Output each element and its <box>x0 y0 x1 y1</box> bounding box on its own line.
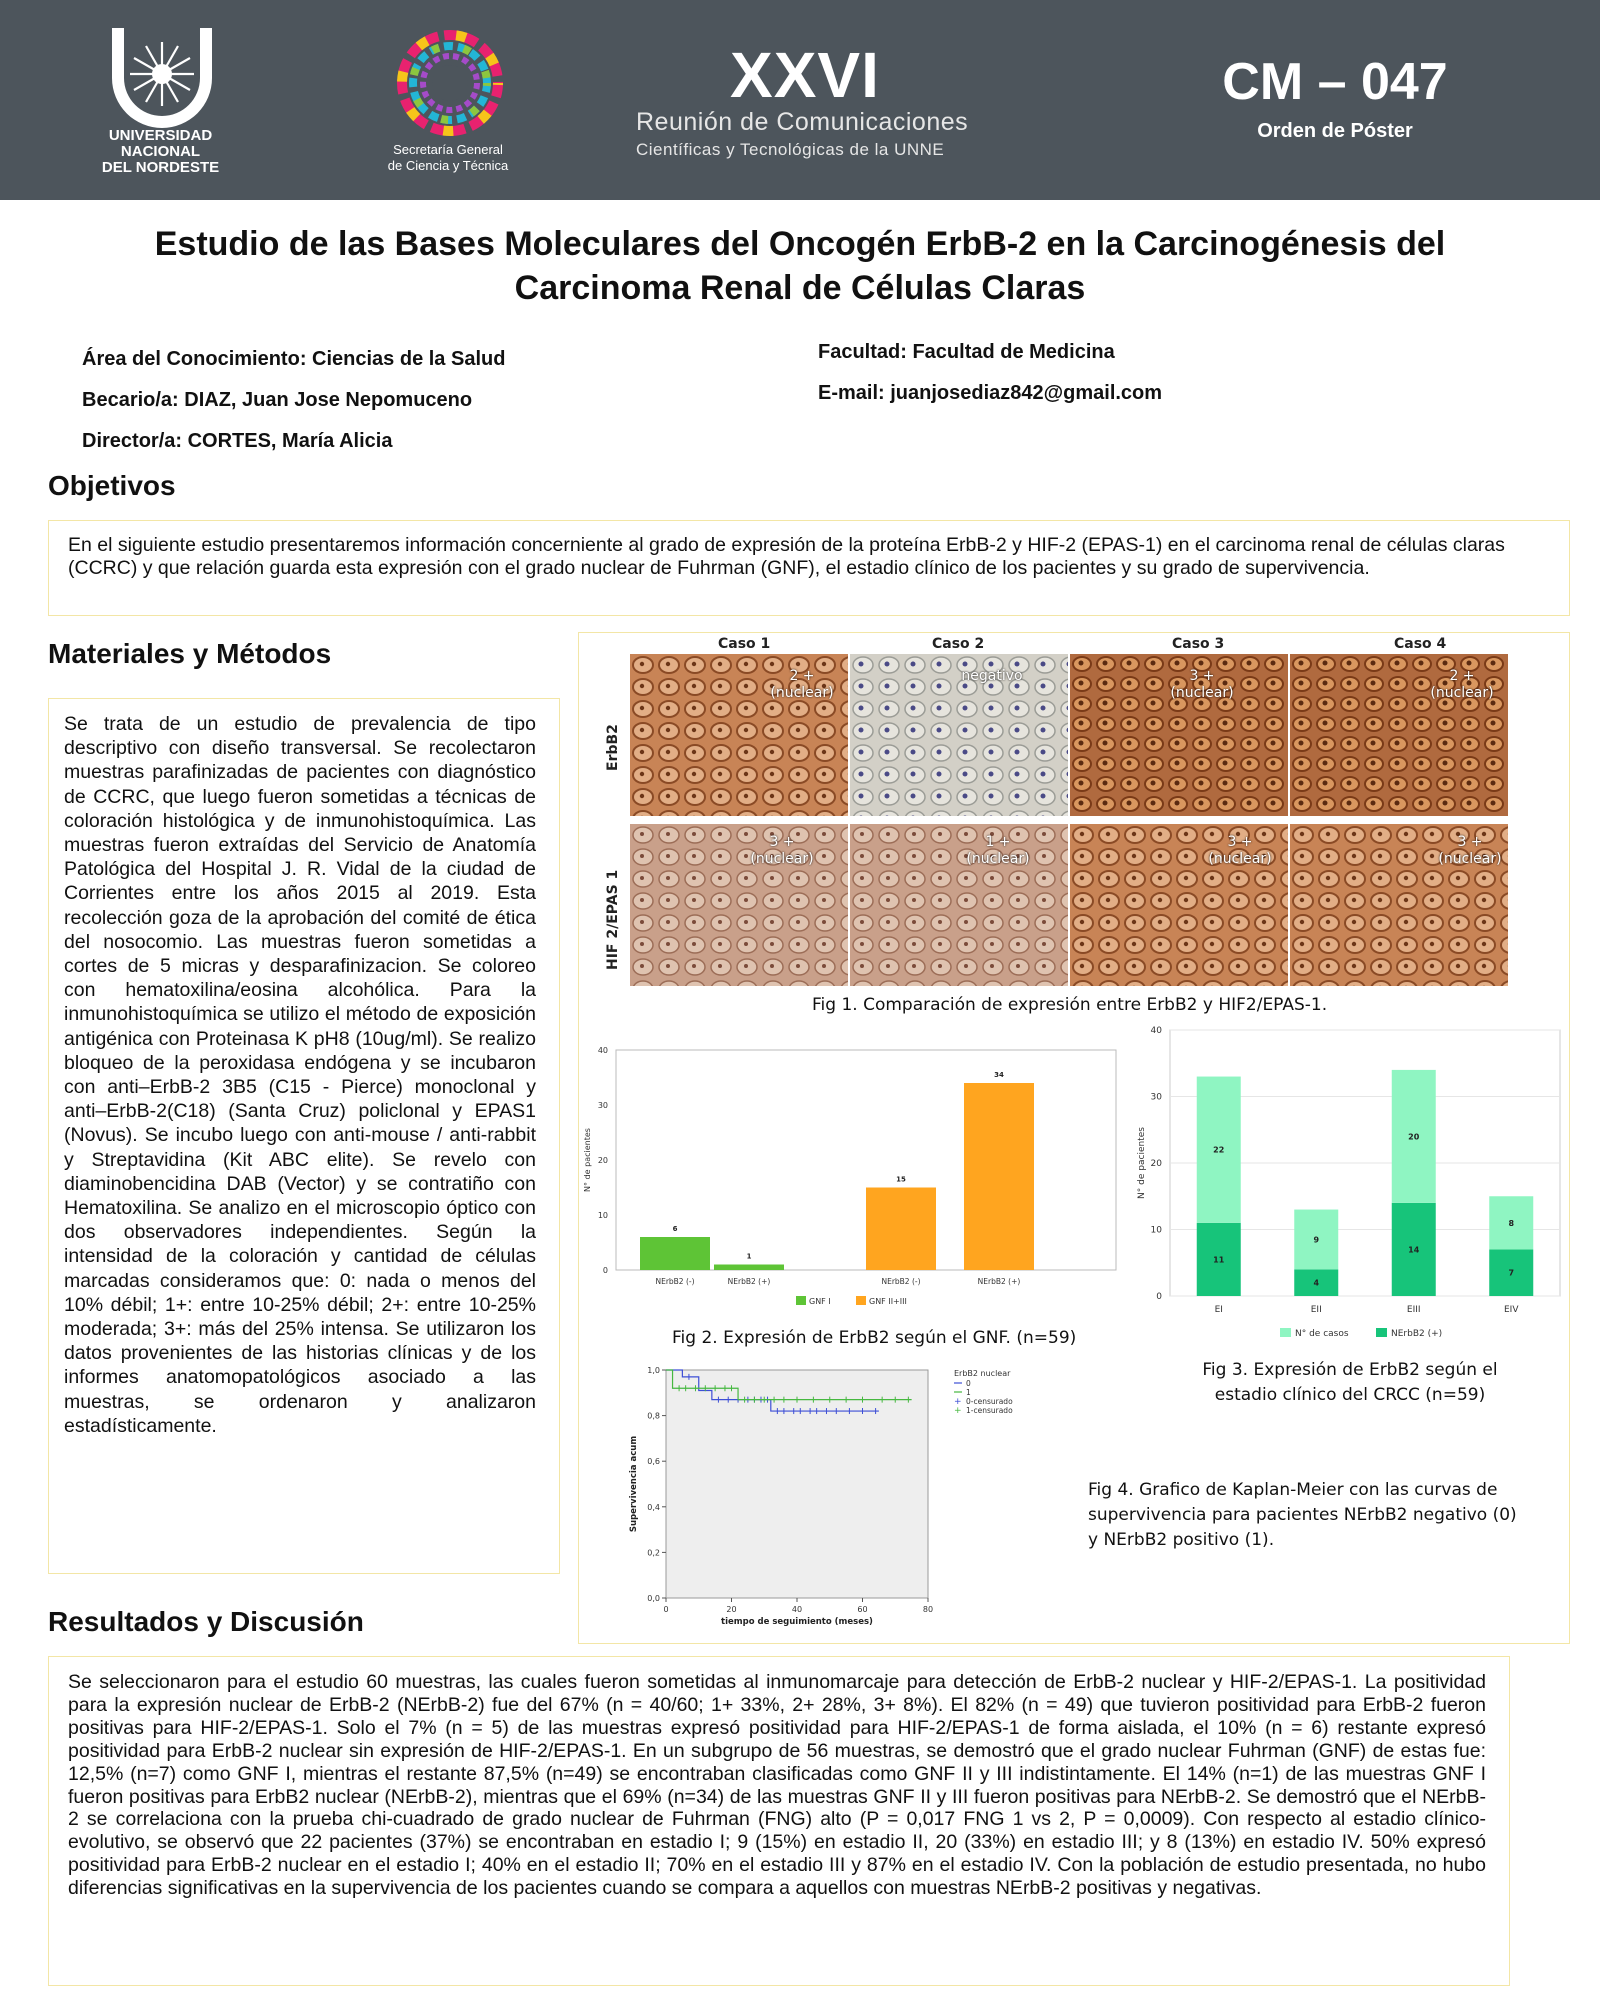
legend-label: GNF I <box>809 1297 831 1306</box>
meta-email: E-mail: juanjosediaz842@gmail.com <box>818 382 1163 404</box>
meta-becario: Becario/a: DIAZ, Juan Jose Nepomuceno <box>82 389 473 411</box>
y-axis-label: N° de pacientes <box>583 1128 592 1192</box>
x-tick-label: EI <box>1214 1305 1223 1315</box>
x-tick-label: 80 <box>922 1605 934 1614</box>
bar-value-label: 22 <box>1213 1145 1225 1155</box>
meta-director: Director/a: CORTES, María Alicia <box>82 430 393 452</box>
mm-text: Se trata de un estudio de prevalencia de tipo descriptivo con diseño transversal. Se recolectaron muestras parafinizadas de pacientes con diagnóstico de CCRC, que luego fueron sometidas a técnicas de coloración histológica y de inmunohistoquímica. Las muestras fueron extraídas del Servicio de Anatomía Patológica del Hospital J. R. Vidal de la ciudad de Corrientes entre los años 2015 al 2019. Esta recolección goza de la aprobación del comité de ética del nosocomio. Las muestras fueron sometidas a cortes de 5 micras y desparafinizacion. Se coloreo con hematoxilina/eosina alcohólica. Para la inmunohistoquímica se utilizo el método de exposición antigénica con Proteinasa K pH8 (10ug/ml). Se realizo bloqueo de la peroxidasa endógena y se incubaron con anti–ErbB-2 3B5 (C15 - Pierce) monoclonal y anti–ErbB-2(C18) (Santa Cruz) policlonal y EPAS1 (Novus). Se incubo luego con anti-mouse / anti-rabbit y Streptavidina (Kit ABC elite). Se revelo con diaminobencidina DAB (Vector) y se contratiño con Hematoxilina. Se analizo en el microscopio óptico con dos observadores independientes. Según la intensidad de la coloración y cantidad de células marcadas consideramos que: 0: nada o menos del 10% débil; 1+: entre 10-25% débil; 2+: entre 10-25% moderada; 3+: más del 25% intensa. Se utilizaron los datos provenientes de las historias clínicas y de los informes anatomopatológicos asociado a las muestras, se ordenaron y analizaron estadísticamente. <box>64 713 536 1437</box>
resultados-text: Se seleccionaron para el estudio 60 muestras, las cuales fueron sometidas al inmunomarcaje para detección de ErbB-2 nuclear y HIF-2/EPAS-1. La positividad para la expresión nuclear de ErbB-2 (NErbB-2) fue del 67% (n = 40/60; 1+ 33%, 2+ 28%, 3+ 8%). El 82% (n = 49) que tuvieron positividad para ErbB-2 fueron positivas para HIF-2/EPAS-1. Solo el 7% (n = 5) de las muestras expresó positividad para HIF-2/EPAS-1 de forma aislada, el 10% (n = 6) restante expresó positividad para ErbB-2 nuclear sin expresión de HIF-2/EPAS-1. En un subgrupo de 56 muestras, se demostró que el grado nuclear Fuhrman (GNF) de estas fue: 12,5% (n=7) como GNF I, mientras el restante 87,5% (n=49) se encontraban clasificadas como GNF II y III indistintamente. El 14% (n=1) de las muestras GNF I fueron positivas para ErbB2 nuclear (NErbB-2), mientras que el 69% (n=34) de las muestras GNF II y III fueron positivas para NErbB-2. Se demostró que el NErbB-2 se correlaciona con la prueba chi-cuadrado de grado nuclear de Fuhrman (FNG) alto (P = 0,017 FNG 1 vs 2, P = 0,0009). Con respecto al estadio clínico-evolutivo, se observó que 22 pacientes (37%) se encontraban en estadio I; 9 (15%) en estadio II, 20 (33%) en estadio III; y 8 (13%) en estadio IV. 50% expresó positividad para ErbB-2 nuclear en el estadio I; 40% en el estadio II; 70% en el estadio III y 87% en el estadio IV. Con la población de estudio presentada, no hubo diferencias significativas en la supervivencia de los pacientes cuando se compara a aquellos con muestras NErbB-2 positivas y negativas. <box>68 1671 1486 1900</box>
figure3-caption: Fig 3. Expresión de ErbB2 según el estadio clínico del CRCC (n=59) <box>1202 1360 1498 1405</box>
legend-label: 0 <box>966 1379 971 1388</box>
mm-heading: Materiales y Métodos <box>48 638 332 669</box>
bar <box>714 1265 784 1271</box>
secretaria-logo-icon <box>395 28 505 138</box>
y-axis-label: N° de pacientes <box>1137 1127 1147 1199</box>
figure3-chart <box>1130 1018 1570 1358</box>
micrograph-label: 2 + (nuclear) <box>770 668 834 701</box>
micrograph-erbb2-caso1 <box>630 654 848 816</box>
legend-label: 1 <box>966 1388 971 1397</box>
figure2-caption: Fig 2. Expresión de ErbB2 según el GNF. (n=59) <box>672 1328 1077 1348</box>
micrograph-label: 3 + (nuclear) <box>750 834 814 867</box>
case-label-4: Caso 4 <box>1394 636 1447 652</box>
bar-value-label: 11 <box>1213 1255 1225 1265</box>
y-tick-label: 0 <box>602 1266 608 1275</box>
bar-value-label: 15 <box>896 1175 906 1184</box>
legend-swatch <box>1376 1328 1387 1337</box>
micrograph-label: 1 + (nuclear) <box>966 834 1030 867</box>
legend-label: N° de casos <box>1295 1329 1349 1339</box>
event-name: Reunión de Comunicaciones <box>636 108 969 136</box>
y-tick-label: 40 <box>597 1046 608 1055</box>
legend-marker: + <box>954 1406 962 1416</box>
row-label-erbb2: ErbB2 <box>605 724 621 771</box>
bar-value-label: 34 <box>994 1071 1004 1079</box>
poster-title: Estudio de las Bases Moleculares del Oncogén ErbB-2 en la Carcinogénesis del Carcinoma Renal de Células Claras <box>154 225 1446 307</box>
edition-number: XXVI <box>730 39 880 111</box>
legend-title: ErbB2 nuclear <box>954 1369 1011 1378</box>
x-tick-label: NErbB2 (-) <box>881 1277 921 1286</box>
poster-header <box>0 0 1600 200</box>
legend-swatch <box>1280 1328 1291 1337</box>
bar-value-label: 8 <box>1508 1218 1515 1228</box>
legend-label: GNF II+III <box>869 1297 907 1306</box>
micrograph-erbb2-caso2 <box>850 654 1068 816</box>
figure4-chart <box>616 1360 1076 1640</box>
legend-label: 1-censurado <box>966 1406 1013 1415</box>
y-tick-label: 0,8 <box>647 1411 660 1421</box>
objetivos-text: En el siguiente estudio presentaremos información concerniente al grado de expresión de la proteína ErbB-2 y HIF-2 (EPAS-1) en el carcinoma renal de células claras (CCRC) y que relación guarda esta expresión con el grado nuclear de Fuhrman (GNF), el estadio clínico de los pacientes y su grado de supervivencia. <box>68 534 1505 579</box>
y-tick-label: 0,0 <box>647 1594 660 1603</box>
y-tick-label: 0 <box>1156 1292 1162 1302</box>
poster-code: CM – 047 <box>1222 53 1448 111</box>
micrograph-hif2-caso3 <box>1070 824 1288 986</box>
figure1-caption: Fig 1. Comparación de expresión entre ErbB2 y HIF2/EPAS-1. <box>812 995 1328 1015</box>
bar-value-label: 6 <box>672 1225 678 1233</box>
unne-logo-icon <box>92 28 232 128</box>
bar-value-label: 9 <box>1313 1235 1320 1245</box>
legend-swatch <box>796 1296 806 1305</box>
row-label-hif2: HIF 2/EPAS 1 <box>605 869 621 970</box>
y-tick-label: 1,0 <box>647 1366 660 1375</box>
x-tick-label: 20 <box>726 1605 737 1614</box>
micrograph-label: 3 + (nuclear) <box>1170 668 1234 701</box>
bar <box>640 1237 710 1270</box>
x-tick-label: EIV <box>1504 1305 1519 1315</box>
y-axis-label: Supervivencia acum <box>629 1435 639 1533</box>
secretaria-name: Secretaría General de Ciencia y Técnica <box>387 142 509 173</box>
y-tick-label: 0,2 <box>647 1548 660 1558</box>
x-tick-label: NErbB2 (-) <box>655 1277 695 1286</box>
x-tick-label: 60 <box>857 1605 868 1614</box>
bar-value-label: 1 <box>746 1252 752 1261</box>
legend-label: NErbB2 (+) <box>1391 1329 1443 1339</box>
y-tick-label: 30 <box>597 1101 608 1110</box>
figure4-caption: Fig 4. Grafico de Kaplan-Meier con las curvas de supervivencia para pacientes NErbB2 negativo (0) y NErbB2 positivo (1). <box>1088 1480 1517 1550</box>
objetivos-heading: Objetivos <box>48 470 176 501</box>
legend-marker: + <box>954 1397 962 1407</box>
y-tick-label: 10 <box>597 1211 608 1220</box>
x-tick-label: 40 <box>791 1605 803 1614</box>
meta-area: Área del Conocimiento: Ciencias de la Salud <box>82 348 506 370</box>
micrograph-label: negativo <box>961 668 1023 684</box>
plot-area <box>666 1370 928 1598</box>
x-tick-label: EIII <box>1406 1305 1421 1315</box>
figure1-micrographs <box>630 654 1510 988</box>
micrograph-erbb2-caso3 <box>1070 654 1288 816</box>
bar-value-label: 14 <box>1408 1245 1420 1255</box>
x-tick-label: 0 <box>663 1605 669 1614</box>
bar-value-label: 4 <box>1313 1278 1320 1288</box>
resultados-heading: Resultados y Discusión <box>48 1606 364 1637</box>
legend-label: 0-censurado <box>966 1397 1013 1406</box>
case-label-2: Caso 2 <box>932 636 985 652</box>
micrograph-label: 3 + (nuclear) <box>1208 834 1272 867</box>
poster-code-subtitle: Orden de Póster <box>1257 120 1413 142</box>
figure2-chart <box>578 1040 1126 1310</box>
micrograph-erbb2-caso4 <box>1290 654 1508 816</box>
bar <box>866 1188 936 1271</box>
bar <box>964 1083 1034 1270</box>
case-label-3: Caso 3 <box>1172 636 1225 652</box>
legend-swatch <box>856 1296 866 1305</box>
y-tick-label: 10 <box>1150 1225 1162 1236</box>
micrograph-hif2-caso1 <box>630 824 848 986</box>
x-axis-label: tiempo de seguimiento (meses) <box>721 1617 873 1627</box>
micrograph-hif2-caso2 <box>850 824 1068 986</box>
micrograph-hif2-caso4 <box>1290 824 1508 986</box>
y-tick-label: 0,6 <box>647 1457 660 1467</box>
university-name: UNIVERSIDAD NACIONAL DEL NORDESTE <box>101 127 220 176</box>
y-tick-label: 40 <box>1150 1026 1162 1036</box>
micrograph-label: 2 + (nuclear) <box>1430 668 1494 701</box>
event-subtitle: Científicas y Tecnológicas de la UNNE <box>636 140 945 159</box>
x-tick-label: EII <box>1310 1305 1322 1315</box>
bar-value-label: 7 <box>1508 1268 1515 1278</box>
bar-value-label: 20 <box>1408 1132 1420 1142</box>
y-tick-label: 30 <box>1150 1092 1162 1103</box>
y-tick-label: 20 <box>597 1156 608 1165</box>
meta-facultad: Facultad: Facultad de Medicina <box>818 341 1115 363</box>
x-tick-label: NErbB2 (+) <box>727 1277 771 1286</box>
y-tick-label: 20 <box>1150 1159 1162 1169</box>
case-label-1: Caso 1 <box>718 636 771 652</box>
micrograph-label: 3 + (nuclear) <box>1438 834 1502 867</box>
y-tick-label: 0,4 <box>647 1502 660 1512</box>
x-tick-label: NErbB2 (+) <box>977 1277 1021 1286</box>
